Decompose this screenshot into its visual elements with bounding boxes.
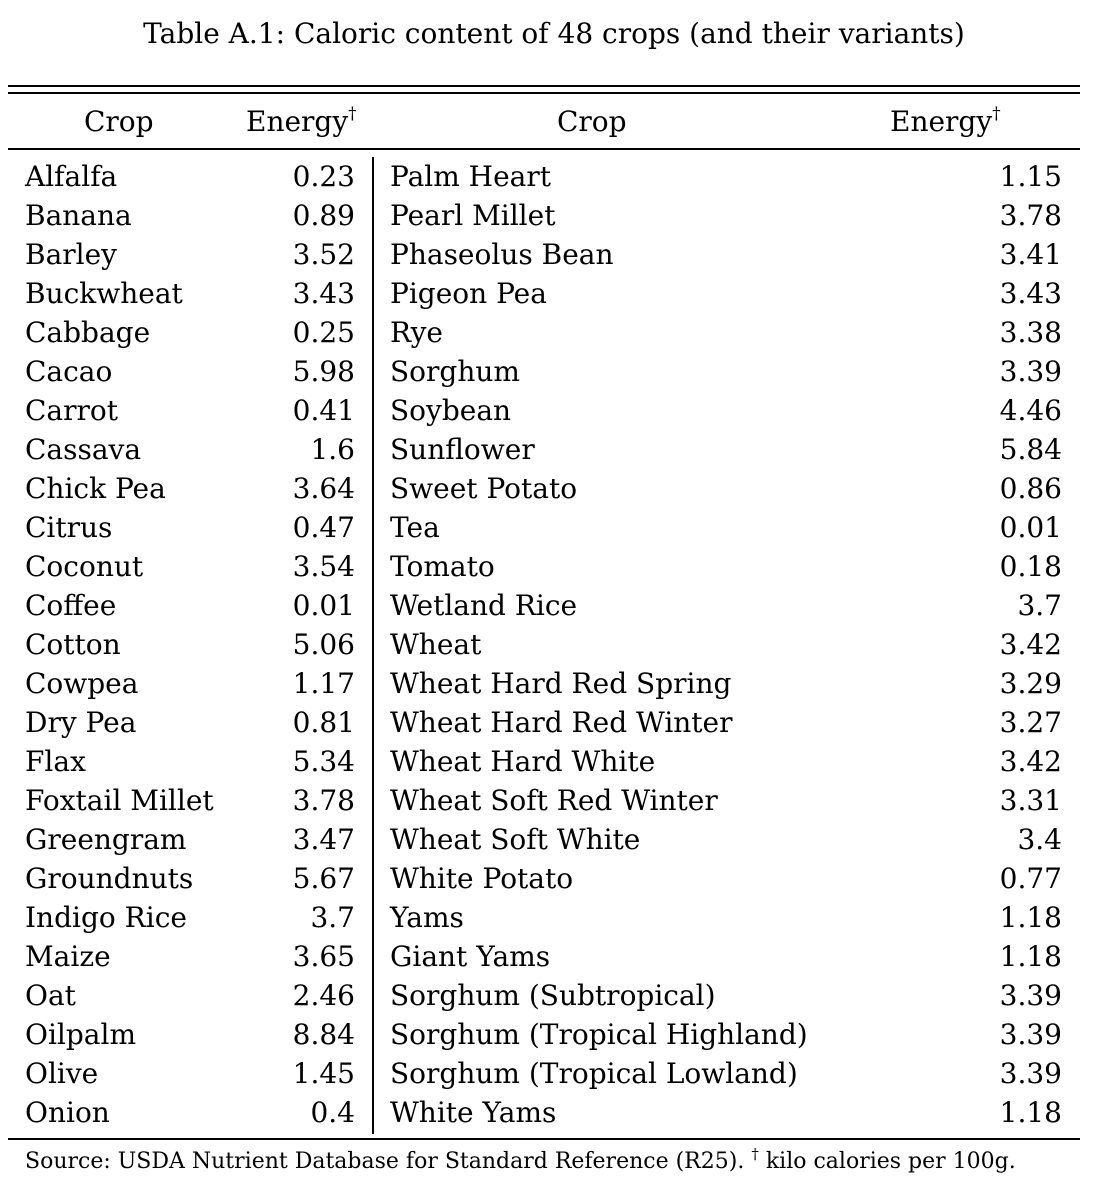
crop-left-cell: Cabbage bbox=[25, 316, 151, 349]
table-row bbox=[0, 937, 1108, 976]
header-crop-right bbox=[557, 101, 627, 143]
energy-right-cell: 3.38 bbox=[999, 316, 1062, 349]
energy-left-cell: 3.7 bbox=[310, 901, 355, 934]
energy-left-cell: 3.47 bbox=[292, 823, 355, 856]
crop-left-cell: Cassava bbox=[25, 433, 142, 466]
crop-left-cell: Banana bbox=[25, 199, 132, 232]
energy-right-cell: 3.31 bbox=[999, 784, 1062, 817]
crop-right-cell: White Potato bbox=[390, 862, 574, 895]
energy-left-cell: 1.17 bbox=[292, 667, 355, 700]
table-caption: Table A.1: Caloric content of 48 crops (and their variants) bbox=[143, 17, 965, 50]
energy-left-cell: 0.25 bbox=[292, 316, 355, 349]
energy-right-cell: 4.46 bbox=[999, 394, 1062, 427]
energy-right-cell: 3.4 bbox=[1017, 823, 1062, 856]
crop-left-cell: Greengram bbox=[25, 823, 187, 856]
table-footnote bbox=[25, 1146, 1016, 1178]
bottom-rule bbox=[8, 1138, 1080, 1140]
energy-right-cell: 3.39 bbox=[999, 1057, 1062, 1090]
crop-left-cell: Flax bbox=[25, 745, 86, 778]
table-row bbox=[0, 859, 1108, 898]
energy-right-cell: 0.18 bbox=[999, 550, 1062, 583]
crop-right-cell: Wheat Hard White bbox=[390, 745, 656, 778]
table-row bbox=[0, 430, 1108, 469]
footnote-source: Source: USDA Nutrient Database for Standard Reference (R25). bbox=[25, 1149, 745, 1174]
energy-left-cell: 0.81 bbox=[292, 706, 355, 739]
energy-right-cell: 3.39 bbox=[999, 1018, 1062, 1051]
footnote-dagger: † bbox=[751, 1145, 759, 1163]
table-row bbox=[0, 742, 1108, 781]
crop-left-cell: Groundnuts bbox=[25, 862, 194, 895]
table-row bbox=[0, 469, 1108, 508]
energy-left-cell: 5.98 bbox=[292, 355, 355, 388]
energy-left-cell: 3.52 bbox=[292, 238, 355, 271]
crop-left-cell: Onion bbox=[25, 1096, 110, 1129]
energy-left-cell: 0.4 bbox=[310, 1096, 355, 1129]
crop-left-cell: Oilpalm bbox=[25, 1018, 136, 1051]
crop-right-cell: Tomato bbox=[390, 550, 495, 583]
crop-left-cell: Citrus bbox=[25, 511, 113, 544]
crop-left-cell: Foxtail Millet bbox=[25, 784, 214, 817]
crop-left-cell: Cowpea bbox=[25, 667, 139, 700]
crop-left-cell: Indigo Rice bbox=[25, 901, 187, 934]
crop-right-cell: Palm Heart bbox=[390, 160, 551, 193]
crop-right-cell: Soybean bbox=[390, 394, 512, 427]
crop-right-cell: Sorghum (Tropical Lowland) bbox=[390, 1057, 798, 1090]
table-row bbox=[0, 508, 1108, 547]
energy-right-cell: 3.39 bbox=[999, 355, 1062, 388]
crop-right-cell: Rye bbox=[390, 316, 443, 349]
energy-left-cell: 2.46 bbox=[292, 979, 355, 1012]
energy-right-cell: 0.01 bbox=[999, 511, 1062, 544]
energy-left-cell: 0.01 bbox=[292, 589, 355, 622]
energy-right-cell: 3.78 bbox=[999, 199, 1062, 232]
crop-left-cell: Barley bbox=[25, 238, 117, 271]
crop-right-cell: Sweet Potato bbox=[390, 472, 578, 505]
table-row bbox=[0, 898, 1108, 937]
crop-left-cell: Dry Pea bbox=[25, 706, 137, 739]
crop-right-cell: Pearl Millet bbox=[390, 199, 556, 232]
table-row bbox=[0, 352, 1108, 391]
table-row bbox=[0, 781, 1108, 820]
crop-left-cell: Cacao bbox=[25, 355, 113, 388]
table-row bbox=[0, 157, 1108, 196]
energy-left-cell: 3.65 bbox=[292, 940, 355, 973]
crop-right-cell: Pigeon Pea bbox=[390, 277, 547, 310]
table-row bbox=[0, 703, 1108, 742]
crop-right-cell: Wheat bbox=[390, 628, 482, 661]
energy-right-cell: 0.86 bbox=[999, 472, 1062, 505]
header-crop-left-label: Crop bbox=[84, 105, 154, 138]
energy-left-cell: 1.6 bbox=[310, 433, 355, 466]
energy-left-cell: 8.84 bbox=[292, 1018, 355, 1051]
table-row bbox=[0, 235, 1108, 274]
crop-right-cell: Sorghum (Tropical Highland) bbox=[390, 1018, 808, 1051]
table-row bbox=[0, 586, 1108, 625]
energy-right-cell: 0.77 bbox=[999, 862, 1062, 895]
header-rule bbox=[8, 148, 1080, 150]
energy-left-cell: 3.78 bbox=[292, 784, 355, 817]
energy-left-cell: 0.23 bbox=[292, 160, 355, 193]
table-row bbox=[0, 196, 1108, 235]
header-energy-right-label: Energy bbox=[890, 105, 993, 138]
table-row bbox=[0, 313, 1108, 352]
header-energy-right bbox=[890, 101, 1001, 143]
crop-right-cell: Wheat Hard Red Spring bbox=[390, 667, 732, 700]
energy-left-cell: 0.89 bbox=[292, 199, 355, 232]
energy-right-cell: 3.29 bbox=[999, 667, 1062, 700]
header-energy-left-label: Energy bbox=[246, 105, 349, 138]
crop-right-cell: Tea bbox=[390, 511, 440, 544]
table-body bbox=[0, 157, 1108, 1132]
crop-left-cell: Oat bbox=[25, 979, 76, 1012]
energy-left-cell: 0.41 bbox=[292, 394, 355, 427]
crop-left-cell: Olive bbox=[25, 1057, 99, 1090]
crop-right-cell: Wheat Soft Red Winter bbox=[390, 784, 718, 817]
table-row bbox=[0, 547, 1108, 586]
crop-right-cell: Sorghum (Subtropical) bbox=[390, 979, 716, 1012]
crop-right-cell: Wheat Soft White bbox=[390, 823, 641, 856]
energy-right-cell: 3.42 bbox=[999, 745, 1062, 778]
crop-right-cell: Yams bbox=[390, 901, 464, 934]
header-energy-left bbox=[246, 101, 357, 143]
crop-right-cell: Wetland Rice bbox=[390, 589, 578, 622]
energy-left-cell: 5.67 bbox=[292, 862, 355, 895]
crop-left-cell: Maize bbox=[25, 940, 111, 973]
energy-right-cell: 1.18 bbox=[999, 1096, 1062, 1129]
table-row bbox=[0, 625, 1108, 664]
crop-right-cell: White Yams bbox=[390, 1096, 557, 1129]
energy-left-cell: 3.54 bbox=[292, 550, 355, 583]
energy-right-cell: 5.84 bbox=[999, 433, 1062, 466]
table-row bbox=[0, 664, 1108, 703]
energy-right-cell: 1.18 bbox=[999, 901, 1062, 934]
energy-left-cell: 3.43 bbox=[292, 277, 355, 310]
table-row bbox=[0, 391, 1108, 430]
crop-left-cell: Alfalfa bbox=[25, 160, 118, 193]
top-rule-outer bbox=[8, 85, 1080, 87]
footnote-note: kilo calories per 100g. bbox=[765, 1149, 1016, 1174]
header-crop-right-label: Crop bbox=[557, 105, 627, 138]
table-row bbox=[0, 976, 1108, 1015]
energy-right-cell: 3.43 bbox=[999, 277, 1062, 310]
header-crop-left bbox=[84, 101, 154, 143]
crop-left-cell: Cotton bbox=[25, 628, 121, 661]
header-energy-left-dagger: † bbox=[348, 104, 357, 124]
energy-right-cell: 3.39 bbox=[999, 979, 1062, 1012]
energy-right-cell: 3.41 bbox=[999, 238, 1062, 271]
crop-right-cell: Sunflower bbox=[390, 433, 535, 466]
energy-right-cell: 1.15 bbox=[999, 160, 1062, 193]
header-energy-right-dagger: † bbox=[992, 104, 1001, 124]
crop-right-cell: Phaseolus Bean bbox=[390, 238, 614, 271]
crop-right-cell: Sorghum bbox=[390, 355, 520, 388]
energy-right-cell: 1.18 bbox=[999, 940, 1062, 973]
table-row bbox=[0, 1015, 1108, 1054]
energy-right-cell: 3.42 bbox=[999, 628, 1062, 661]
energy-left-cell: 1.45 bbox=[292, 1057, 355, 1090]
crop-left-cell: Buckwheat bbox=[25, 277, 183, 310]
energy-left-cell: 0.47 bbox=[292, 511, 355, 544]
energy-left-cell: 5.34 bbox=[292, 745, 355, 778]
crop-left-cell: Coconut bbox=[25, 550, 144, 583]
table-row bbox=[0, 1093, 1108, 1132]
crop-left-cell: Coffee bbox=[25, 589, 117, 622]
energy-left-cell: 5.06 bbox=[292, 628, 355, 661]
energy-left-cell: 3.64 bbox=[292, 472, 355, 505]
crop-left-cell: Carrot bbox=[25, 394, 118, 427]
crop-right-cell: Giant Yams bbox=[390, 940, 551, 973]
top-rule-inner bbox=[8, 92, 1080, 94]
table-row bbox=[0, 1054, 1108, 1093]
crop-right-cell: Wheat Hard Red Winter bbox=[390, 706, 733, 739]
table-row bbox=[0, 820, 1108, 859]
energy-right-cell: 3.7 bbox=[1017, 589, 1062, 622]
crop-left-cell: Chick Pea bbox=[25, 472, 166, 505]
table-row bbox=[0, 274, 1108, 313]
energy-right-cell: 3.27 bbox=[999, 706, 1062, 739]
